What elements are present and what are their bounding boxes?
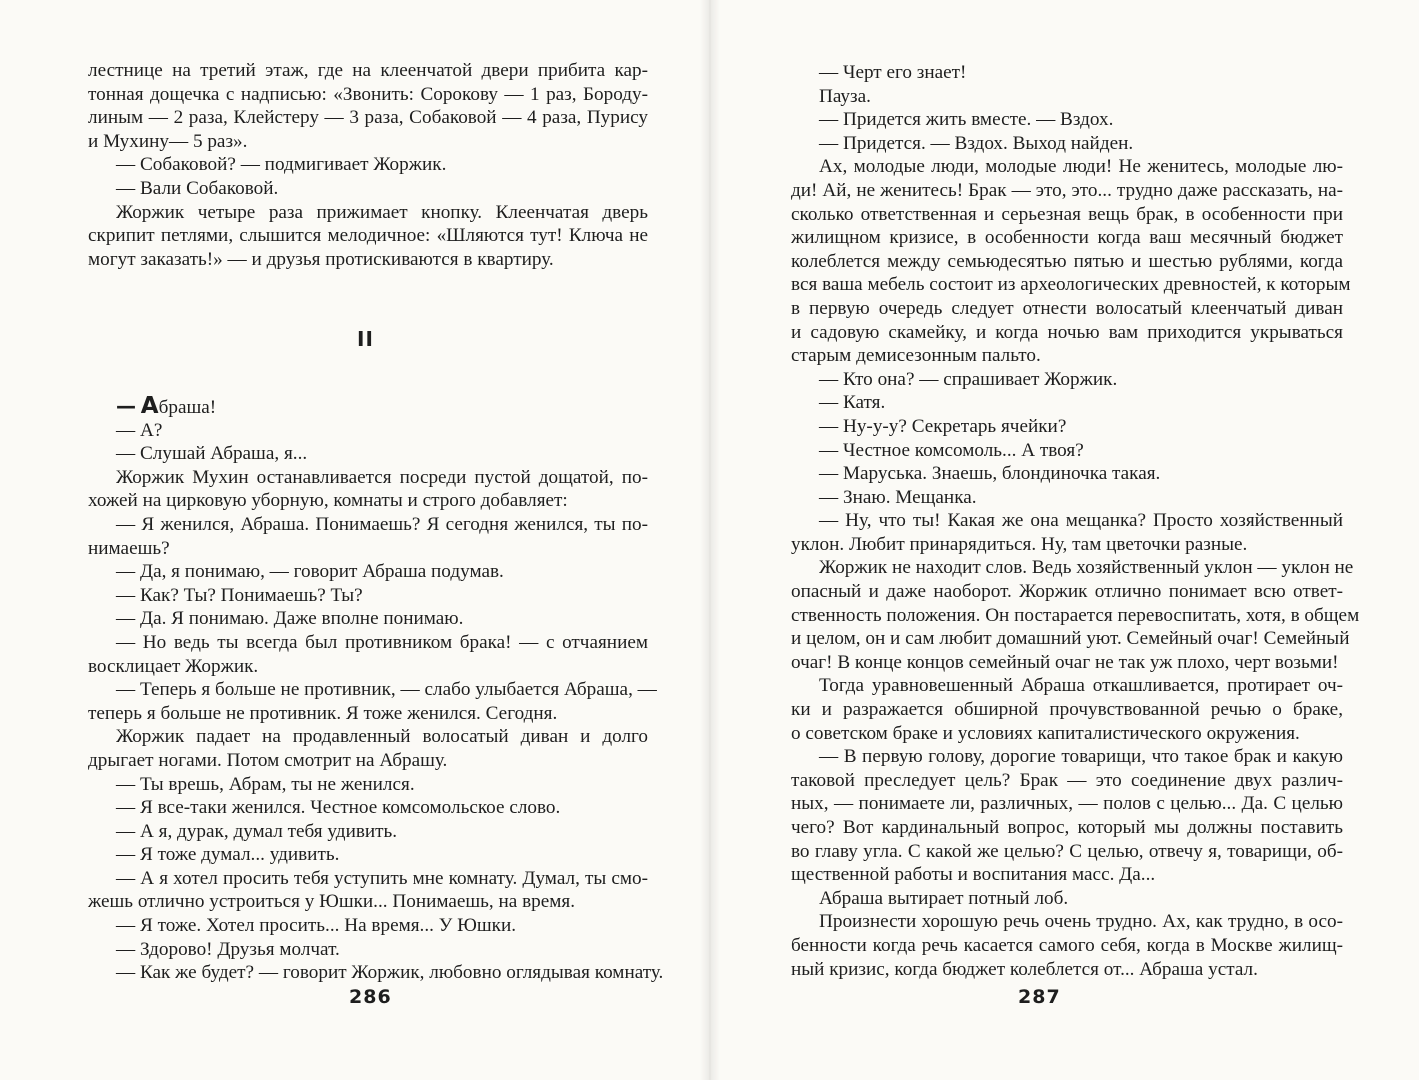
text-line: опасный и даже наоборот. Жоржик отлично понимает всю ответ-: [791, 581, 1343, 603]
text-line: и целом, он и сам любит домашний уют. Семейный очаг! Семейный: [791, 628, 1350, 650]
page-number: 286: [349, 986, 392, 1008]
text-line: и садовую скамейку, и когда ночью вам приходится укрываться: [791, 321, 1343, 343]
text-line: — А?: [116, 419, 163, 441]
text-line: — Но ведь ты всегда был противником брака! — с отчаянием: [116, 631, 648, 653]
text-line: — Ты врешь, Абрам, ты не женился.: [116, 773, 415, 795]
text-line: Ах, молодые люди, молодые люди! Не женитесь, молодые лю-: [819, 156, 1343, 178]
text-line: чего? Вот кардинальный вопрос, который мы должны поставить: [791, 817, 1343, 838]
text-line: — А я хотел просить тебя уступить мне комнату. Думал, ты смо-: [116, 867, 648, 889]
text-line: нимаешь?: [88, 537, 170, 559]
text-line: восклицает Жоржик.: [88, 655, 259, 677]
left-intro-text: [88, 59, 648, 271]
text-line: Тогда уравновешенный Абраша откашливается, протирает оч-: [819, 675, 1343, 697]
text-line: — Катя.: [819, 392, 886, 414]
text-line: — Маруська. Знаешь, блондиночка такая.: [819, 463, 1161, 485]
text-line: — А я, дурак, думал тебя удивить.: [116, 820, 398, 842]
text-line: — Здорово! Друзья молчат.: [116, 938, 340, 960]
text-line: — Теперь я больше не противник, — слабо улыбается Абраша, —: [116, 679, 657, 701]
text-line: во главу угла. С какой же целью? С целью, отвечу я, товарищи, об-: [791, 840, 1343, 862]
text-line: бенности когда речь касается самого себя, когда в Москве жилищ-: [791, 934, 1343, 956]
text-line: Произнести хорошую речь очень трудно. Ах, как трудно, в осо-: [819, 911, 1343, 933]
text-line: дрыгает ногами. Потом смотрит на Абрашу.: [88, 749, 448, 771]
right-body-text: [791, 61, 1360, 981]
text-line: — Я тоже думал... удивить.: [116, 844, 340, 866]
opening-line: [88, 395, 648, 419]
text-line: в первую очередь следует отнести волосатый клеенчатый диван: [791, 297, 1343, 319]
text-line: — Черт его знает!: [819, 62, 967, 83]
text-line: ных, — понимаете ли, различных, — полов с целью... Да. С целью: [791, 793, 1343, 815]
text-line: жилищном кризисе, в особенности когда ваш месячный бюджет: [791, 227, 1343, 249]
text-line: ственность положения. Он постарается перевоспитать, хотя, в общем: [791, 604, 1360, 626]
text-line: — Честное комсомоль... А твоя?: [819, 439, 1084, 461]
text-line: Абраша вытирает потный лоб.: [819, 887, 1069, 909]
text-line: очаг! В конце концов семейный очаг не так уж плохо, черт возьми!: [791, 651, 1339, 673]
text-line: щественной работы и воспитания масс. Да...: [791, 864, 1156, 886]
text-line: — Знаю. Мещанка.: [819, 486, 977, 508]
text-line: о советском браке и условиях капиталистического окружения.: [791, 722, 1300, 744]
text-line: — Придется жить вместе. — Вздох.: [819, 109, 1114, 131]
text-line: Пауза.: [819, 85, 871, 107]
text-line: жешь отлично устроиться у Юшки... Понимаешь, на время.: [88, 891, 576, 913]
text-line: лестнице на третий этаж, где на клеенчатой двери прибита кар-: [88, 60, 648, 81]
text-line: — Я женился, Абраша. Понимаешь? Я сегодня женился, ты по-: [116, 513, 648, 535]
page-number: 287: [1018, 986, 1061, 1008]
text-line: Жоржик не находит слов. Ведь хозяйственный уклон — уклон не: [819, 557, 1354, 579]
text-line: тонная дощечка с надписью: «Звонить: Сорокову — 1 раз, Бороду-: [88, 83, 648, 105]
text-line: уклон. Любит принарядиться. Ну, там цветочки разные.: [791, 533, 1248, 555]
text-line: — Как? Ты? Понимаешь? Ты?: [116, 584, 363, 606]
text-line: хожей на цирковую уборную, комнаты и строго добавляет:: [88, 490, 568, 512]
text-line: Жоржик падает на продавленный волосатый диван и долго: [116, 726, 648, 748]
text-line: — Как же будет? — говорит Жоржик, любовно оглядывая комнату.: [116, 962, 664, 984]
left-page: [0, 0, 709, 1080]
text-line: — В первую голову, дорогие товарищи, что такое брак и какую: [819, 746, 1343, 768]
text-line: таковой преследует цель? Брак — это соединение двух различ-: [791, 769, 1343, 791]
text-line: могут заказать!» — и друзья протискиваются в квартиру.: [88, 248, 554, 270]
text-line: теперь я больше не противник. Я тоже женился. Сегодня.: [88, 702, 558, 724]
text-line: — Ну, что ты! Какая же она мещанка? Просто хозяйственный: [819, 510, 1343, 532]
drop-cap: А: [140, 393, 159, 419]
text-line: ди! Ай, не женитесь! Брак — это, это... трудно даже рассказать, на-: [791, 179, 1343, 201]
text-line: старым демисезонным пальто.: [791, 345, 1041, 367]
right-page: [709, 0, 1419, 1080]
text-line: — Собаковой? — подмигивает Жоржик.: [116, 154, 447, 176]
text-line: и Мухину— 5 раз».: [88, 130, 248, 152]
text-line: — Кто она? — спрашивает Жоржик.: [819, 368, 1118, 390]
text-line: Жоржик четыре раза прижимает кнопку. Клеенчатая дверь: [116, 201, 648, 223]
text-line: — Ну-у-у? Секретарь ячейки?: [819, 415, 1067, 437]
text-line: — Я тоже. Хотел просить... На время... У Юшки.: [116, 915, 517, 937]
text-line: — Придется. — Вздох. Выход найден.: [819, 132, 1134, 154]
text-line: линым — 2 раза, Клейстеру — 3 раза, Собаковой — 4 раза, Пурису: [88, 107, 648, 129]
text-line: вся ваша мебель состоит из археологических древностей, к которым: [791, 274, 1351, 296]
chapter-section-mark: II: [357, 327, 374, 351]
text-line: ный кризис, когда бюджет колеблется от... Абраша устал.: [791, 958, 1258, 980]
text-line: ки и разражается обширной прочувствованной речью о браке,: [791, 699, 1343, 721]
text-line: сколько ответственная и серьезная вещь брак, в особенности при: [791, 203, 1343, 225]
text-line: колеблется между семьюдесятью пятью и шестью рублями, когда: [791, 250, 1343, 272]
text-line: — Я все-таки женился. Честное комсомольское слово.: [116, 797, 561, 819]
opening-dash: —: [116, 394, 136, 418]
left-body-text: [88, 393, 664, 985]
text-line: — Вали Собаковой.: [116, 177, 279, 199]
opening-rest: браша!: [158, 397, 217, 418]
text-line: — Да. Я понимаю. Даже вполне понимаю.: [116, 608, 464, 630]
text-line: скрипит петлями, слышится мелодичное: «Шляются тут! Ключа не: [88, 225, 648, 247]
text-line: — Да, я понимаю, — говорит Абраша подумав.: [116, 561, 504, 583]
text-line: Жоржик Мухин останавливается посреди пустой дощатой, по-: [116, 466, 648, 488]
text-line: — Слушай Абраша, я...: [116, 443, 308, 465]
